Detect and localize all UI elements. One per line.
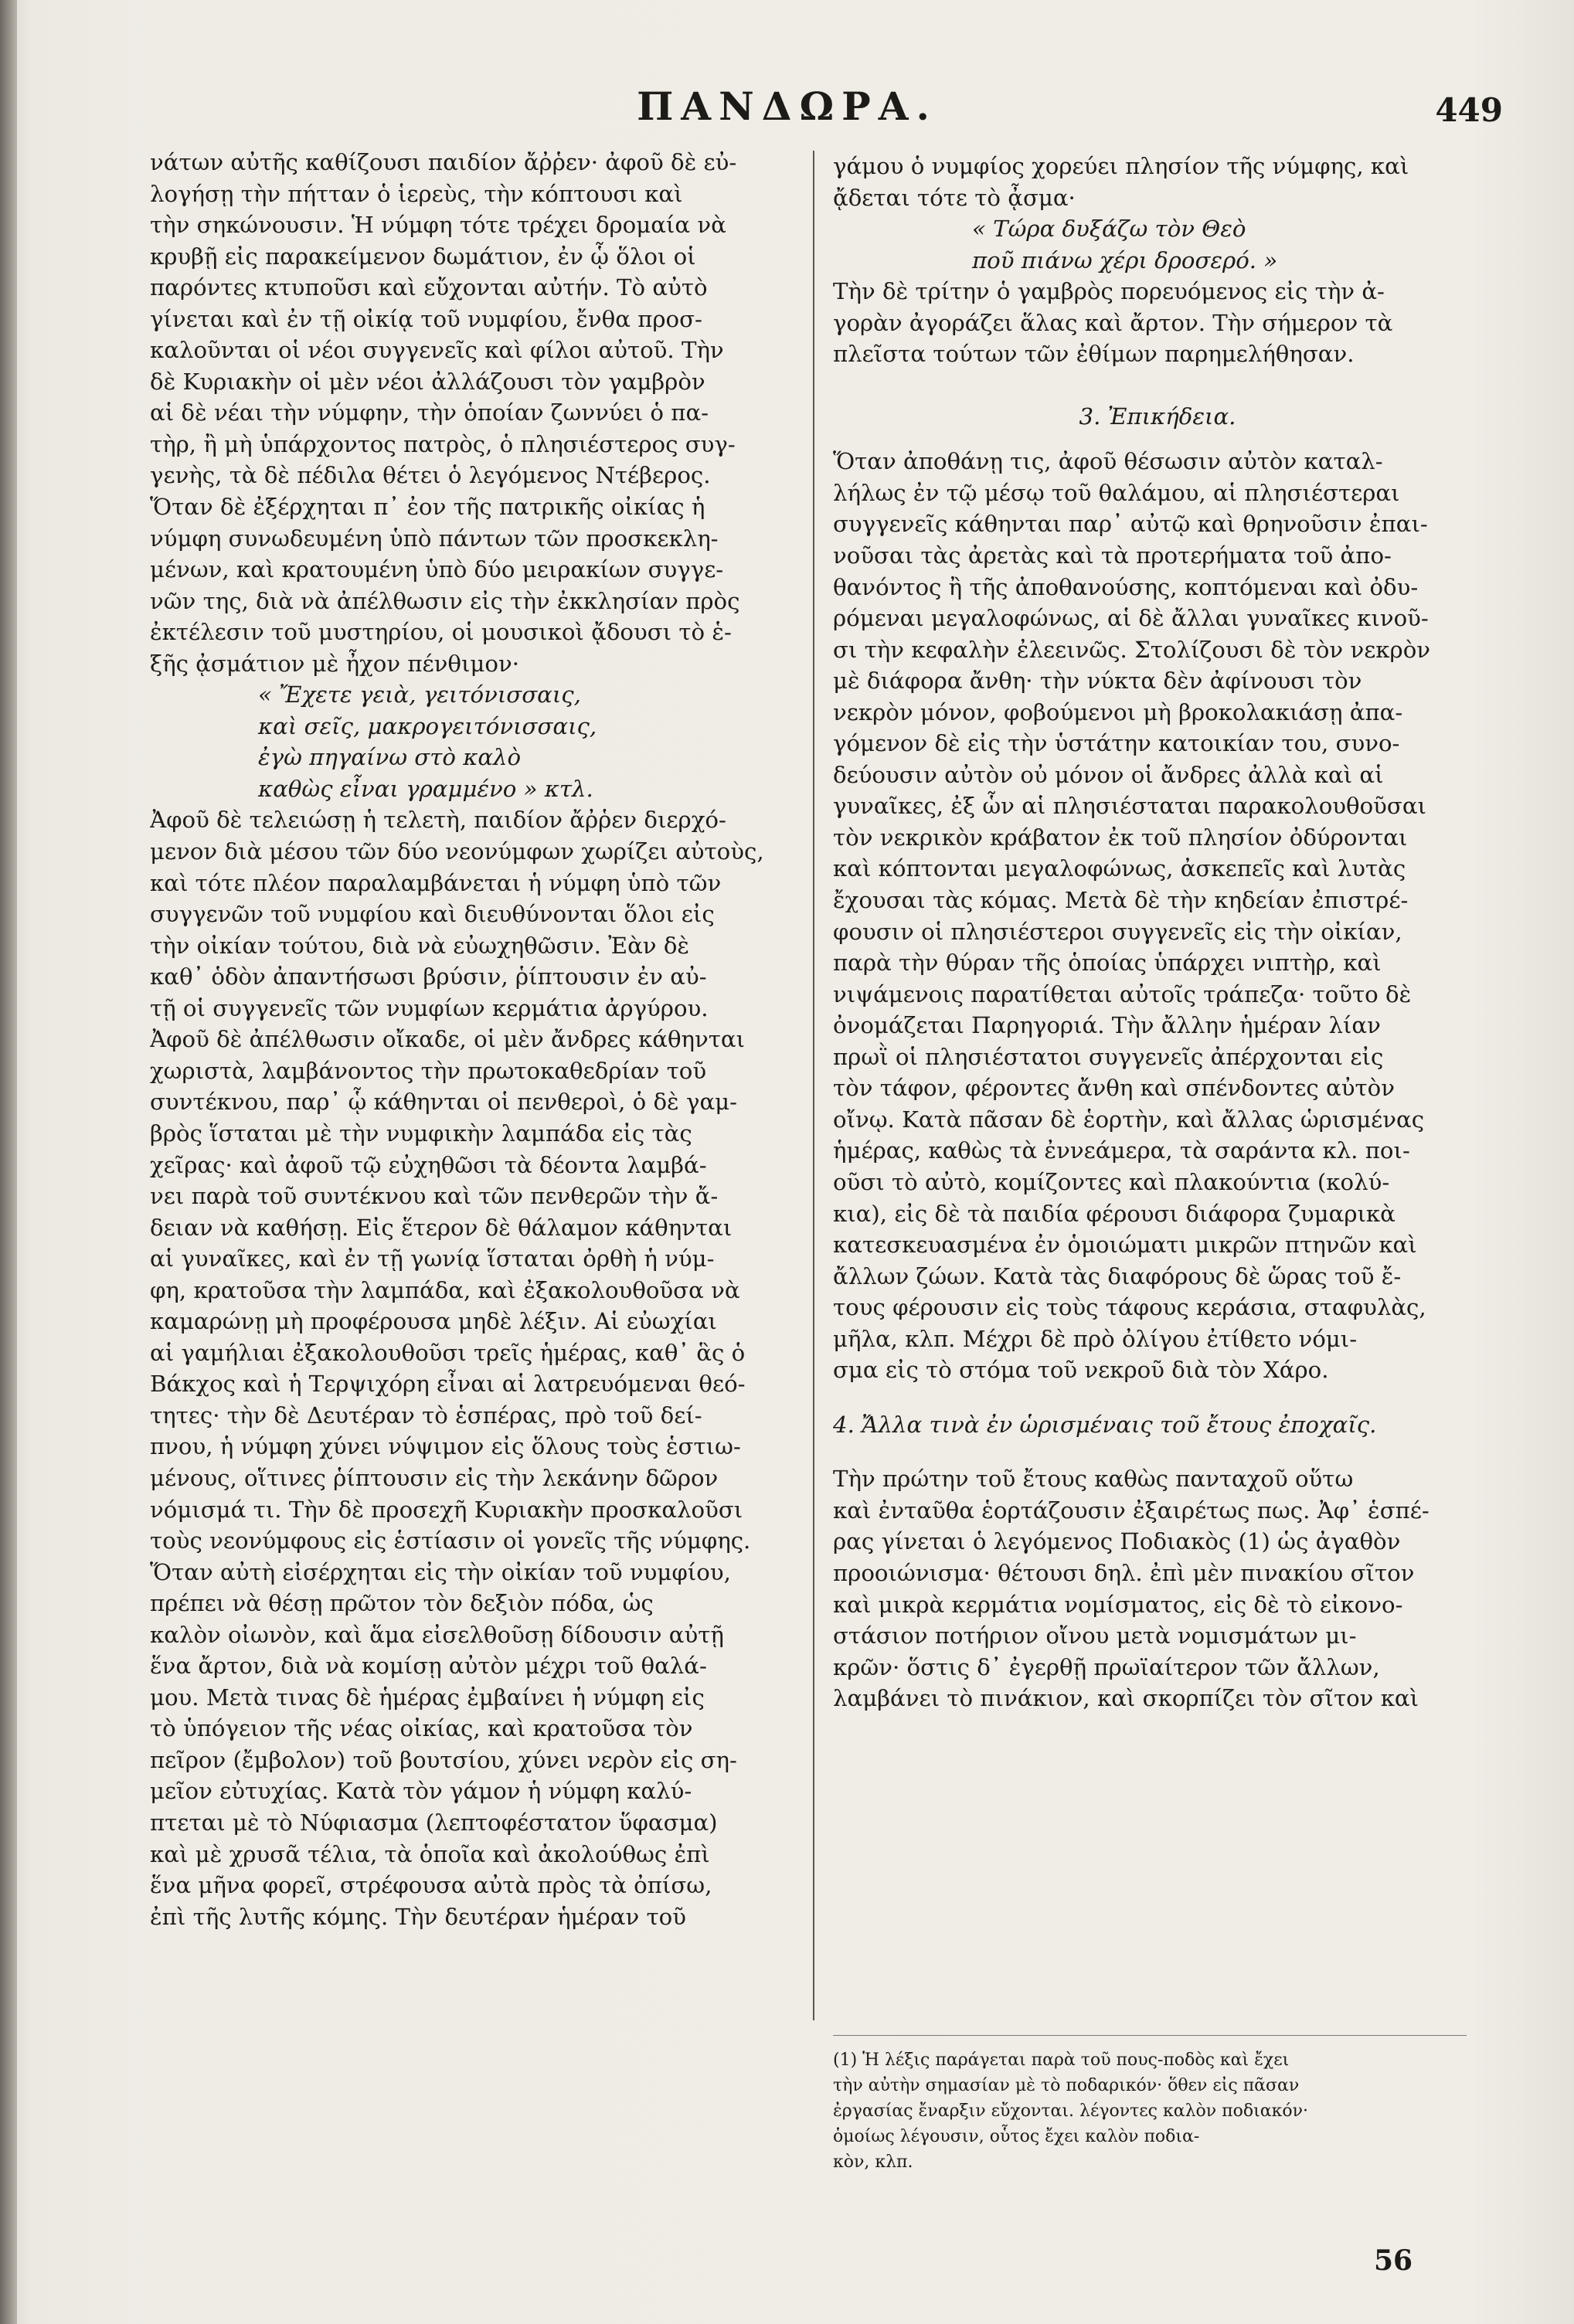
text-line: σι τὴν κεφαλὴν ἐλεεινῶς. Στολίζουσι δὲ τὸν νεκρὸν (833, 636, 1431, 663)
text-line: παρὰ τὴν θύραν τῆς ὁποίας ὑπάρχει νιπτὴρ, καὶ (833, 950, 1382, 977)
text-line: μῆλα, κλπ. Μέχρι δὲ πρὸ ὀλίγου ἐτίθετο νόμι- (833, 1325, 1358, 1352)
text-line: μενον διὰ μέσου τῶν δύο νεονύμφων χωρίζει αὐτοὺς, (150, 838, 764, 865)
text-line: ὀνομάζεται Παρηγοριά. Τὴν ἄλλην ἡμέραν λίαν (833, 1012, 1381, 1039)
text-line: Ὅταν αὐτὴ εἰσέρχηται εἰς τὴν οἰκίαν τοῦ νυμφίου, (150, 1558, 731, 1585)
text-line: ἕνα ἄρτον, διὰ νὰ κομίσῃ αὐτὸν μέχρι τοῦ θαλά- (150, 1653, 707, 1680)
text-line: χωριστὰ, λαμβάνοντος τὴν πρωτοκαθεδρίαν τοῦ (150, 1057, 707, 1084)
right-paragraph-3 (833, 446, 1482, 1385)
text-line: νει παρὰ τοῦ συντέκνου καὶ τῶν πενθερῶν τὴν ἄ- (150, 1183, 719, 1210)
text-line: κρυβῇ εἰς παρακείμενον δωμάτιον, ἐν ᾧ ὅλοι οἱ (150, 243, 696, 270)
text-line: ποῦ πιάνω χέρι δροσερό. » (972, 246, 1278, 274)
right-verse (833, 213, 1482, 276)
text-line: πτεται μὲ τὸ Νύφιασμα (λεπτοφέστατον ὕφασμα) (150, 1809, 718, 1836)
footnote-line: ὁμοίως λέγουσιν, οὗτος ἔχει καλὸν ποδια- (833, 2127, 1200, 2146)
text-line: ἔχουσαι τὰς κόμας. Μετὰ δὲ τὴν κηδείαν ἐπιστρέ- (833, 887, 1409, 914)
text-line: αἱ γαμήλιαι ἐξακολουθοῦσι τρεῖς ἡμέρας, καθ᾽ ἃς ὁ (150, 1339, 746, 1366)
text-line: κατεσκευασμένα ἐν ὁμοιώματι μικρῶν πτηνῶν καὶ (833, 1232, 1417, 1259)
section-4-heading: 4. Ἄλλα τινὰ ἐν ὡρισμέναις τοῦ ἔτους ἐποχαῖς. (833, 1411, 1377, 1438)
text-line: τὴν οἰκίαν τούτου, διὰ νὰ εὐωχηθῶσιν. Ἐὰν δὲ (150, 932, 690, 959)
page-number: 449 (1435, 91, 1503, 129)
text-line: αἱ δὲ νέαι τὴν νύμφην, τὴν ὁποίαν ζωννύει ὁ πα- (150, 399, 709, 426)
text-line: προοιώνισμα· θέτουσι δηλ. ἐπὶ μὲν πινακίου σῖτον (833, 1559, 1415, 1586)
text-line: Τὴν δὲ τρίτην ὁ γαμβρὸς πορευόμενος εἰς τὴν ἀ- (833, 278, 1385, 305)
text-line: μένους, οἵτινες ῥίπτουσιν εἰς τὴν λεκάνην δῶρον (150, 1464, 719, 1491)
text-line: κια), εἰς δὲ τὰ παιδία φέρουσι διάφορα ζυμαρικὰ (833, 1200, 1396, 1227)
text-line: σμα εἰς τὸ στόμα τοῦ νεκροῦ διὰ τὸν Χάρο. (833, 1357, 1329, 1384)
text-line: παρόντες κτυποῦσι καὶ εὔχονται αὐτήν. Τὸ αὐτὸ (150, 274, 708, 301)
text-line: Βάκχος καὶ ἡ Τερψιχόρη εἶναι αἱ λατρευόμεναι θεό- (150, 1371, 746, 1398)
text-line: πεῖρον (ἔμβολον) τοῦ βουτσίου, χύνει νερὸν εἰς ση- (150, 1746, 737, 1773)
text-line: γυναῖκες, ἐξ ὧν αἱ πλησιέσταται παρακολουθοῦσαι (833, 793, 1426, 820)
text-line: Ἀφοῦ δὲ τελειώσῃ ἡ τελετὴ, παιδίον ἄῤῥεν διερχό- (150, 807, 726, 834)
column-divider (813, 151, 814, 2020)
text-line: φη, κρατοῦσα τὴν λαμπάδα, καὶ ἐξακολουθοῦσα νὰ (150, 1276, 740, 1303)
text-line: μὲ διάφορα ἄνθη· τὴν νύκτα δὲν ἀφίνουσι τὸν (833, 668, 1362, 695)
left-paragraph-1 (150, 147, 822, 679)
text-line: πρωῒ οἱ πλησιέστατοι συγγενεῖς ἀπέρχονται εἰς (833, 1043, 1384, 1070)
section-3-heading: 3. Ἐπικήδεια. (1079, 403, 1236, 430)
text-line: συντέκνου, παρ᾽ ᾧ κάθηνται οἱ πενθεροὶ, ὁ δὲ γαμ- (150, 1089, 737, 1116)
text-line: Ὅταν δὲ ἐξέρχηται π᾽ ἐον τῆς πατρικῆς οἰκίας ἡ (150, 494, 705, 521)
text-line: νεκρὸν μόνον, φοβούμενοι μὴ βροκολακιάσῃ ἀπα- (833, 698, 1403, 725)
text-line: τῇ οἱ συγγενεῖς τῶν νυμφίων κερμάτια ἀργύρου. (150, 994, 709, 1021)
text-line: καλοῦνται οἱ νέοι συγγενεῖς καὶ φίλοι αὐτοῦ. Τὴν (150, 337, 724, 364)
text-line: λογήσῃ τὴν πήτταν ὁ ἱερεὺς, τὴν κόπτουσι καὶ (150, 180, 683, 207)
signature-mark: 56 (1374, 2244, 1413, 2277)
text-line: γόμενον δὲ εἰς τὴν ὑστάτην κατοικίαν του, συνο- (833, 730, 1400, 757)
text-line: καλὸν οἰωνὸν, καὶ ἅμα εἰσελθοῦσῃ δίδουσιν αὐτῇ (150, 1621, 724, 1648)
text-line: μεῖον εὐτυχίας. Κατὰ τὸν γάμον ἡ νύμφη καλύ- (150, 1778, 692, 1805)
text-line: τὸ ὑπόγειον τῆς νέας οἰκίας, καὶ κρατοῦσα τὸν (150, 1715, 693, 1742)
footnote-line: (1) Ἡ λέξις παράγεται παρὰ τοῦ πους-ποδὸς καὶ ἔχει (833, 2050, 1290, 2070)
text-line: καθὼς εἶναι γραμμένο » κτλ. (258, 775, 593, 802)
text-line: καὶ τότε πλέον παραλαμβάνεται ἡ νύμφη ὑπὸ τῶν (150, 869, 722, 896)
text-line: πνου, ἡ νύμφη χύνει νύψιμον εἰς ὅλους τοὺς ἑστιω- (150, 1433, 741, 1460)
text-line: θανόντος ἢ τῆς ἀποθανούσης, κοπτόμεναι καὶ ὀδυ- (833, 573, 1419, 600)
text-line: τους φέρουσιν εἰς τοὺς τάφους κεράσια, σταφυλὰς, (833, 1294, 1426, 1321)
text-line: ρόμεναι μεγαλοφώνως, αἱ δὲ ἄλλαι γυναῖκες κινοῦ- (833, 605, 1429, 632)
right-paragraph-1 (833, 151, 1482, 213)
text-line: καθ᾽ ὁδὸν ἀπαντήσωσι βρύσιν, ῥίπτουσιν ἐν αὐ- (150, 963, 707, 990)
footnote-rule (833, 2035, 1467, 2036)
right-paragraph-4 (833, 1463, 1482, 1714)
left-column (150, 147, 822, 1932)
text-line: γάμου ὁ νυμφίος χορεύει πλησίον τῆς νύμφης, καὶ (833, 153, 1409, 179)
text-line: τοὺς νεονύμφους εἰς ἑστίασιν οἱ γονεῖς τῆς νύμφης. (150, 1527, 751, 1554)
text-line: πλεῖστα τούτων τῶν ἐθίμων παρημελήθησαν. (833, 341, 1355, 368)
text-line: νόμισμά τι. Τὴν δὲ προσεχῆ Κυριακὴν προσκαλοῦσι (150, 1496, 743, 1523)
text-line: τὴν σηκώνουσιν. Ἡ νύμφη τότε τρέχει δρομαία νὰ (150, 212, 726, 239)
text-line: Ὅταν ἀποθάνῃ τις, ἀφοῦ θέσωσιν αὐτὸν καταλ- (833, 448, 1383, 475)
footnote-line: τὴν αὐτὴν σημασίαν μὲ τὸ ποδαρικόν· ὅθεν εἰς πᾶσαν (833, 2076, 1300, 2095)
text-line: νιψάμενοις παρατίθεται αὐτοῖς τράπεζα· τοῦτο δὲ (833, 980, 1412, 1007)
text-line: βρὸς ἵσταται μὲ τὴν νυμφικὴν λαμπάδα εἰς τὰς (150, 1120, 692, 1147)
text-line: δὲ Κυριακὴν οἱ μὲν νέοι ἀλλάζουσι τὸν γαμβρὸν (150, 368, 705, 395)
text-line: νύμφη συνωδευμένη ὑπὸ πάντων τῶν προσκεκλη- (150, 525, 719, 552)
text-line: δεύουσιν αὐτὸν οὐ μόνον οἱ ἄνδρες ἀλλὰ καὶ αἱ (833, 761, 1384, 788)
text-line: καὶ μικρὰ κερμάτια νομίσματος, εἰς δὲ τὸ εἰκονο- (833, 1591, 1403, 1618)
text-line: ἡμέρας, καθὼς τὰ ἐννεάμερα, τὰ σαράντα κλ. ποι- (833, 1137, 1410, 1164)
running-title: ΠΑΝΔΩΡΑ. (637, 83, 937, 129)
text-line: μένων, καὶ κρατουμένη ὑπὸ δύο μειρακίων συγγε- (150, 556, 724, 583)
text-line: οῦσι τὸ αὐτὸ, κομίζοντες καὶ πλακούντια (κολύ- (833, 1168, 1390, 1195)
text-line: « Τώρα δυξάζω τὸν Θεὸ (972, 216, 1246, 243)
text-line: λαμβάνει τὸ πινάκιον, καὶ σκορπίζει τὸν σῖτον καὶ (833, 1685, 1419, 1712)
text-line: ξῆς ᾀσμάτιον μὲ ἦχον πένθιμον· (150, 650, 519, 677)
text-line: καὶ σεῖς, μακρογειτόνισσαις, (258, 712, 597, 739)
footnote-line: ἐργασίας ἔναρξιν εὔχονται. λέγοντες καλὸν ποδιακόν· (833, 2101, 1308, 2121)
text-line: καμαρώνῃ μὴ προφέρουσα μηδὲ λέξιν. Αἱ εὐωχίαι (150, 1308, 717, 1335)
left-verse (150, 679, 822, 804)
text-line: τὸν τάφον, φέροντες ἄνθη καὶ σπένδοντες αὐτὸν (833, 1075, 1395, 1102)
text-line: τὴρ, ἢ μὴ ὑπάρχοντος πατρὸς, ὁ πλησιέστερος συγ- (150, 430, 736, 457)
text-line: ἕνα μῆνα φορεῖ, στρέφουσα αὐτὰ πρὸς τὰ ὀπίσω, (150, 1872, 712, 1899)
text-line: ρας γίνεται ὁ λεγόμενος Ποδιακὸς (1) ὡς ἀγαθὸν (833, 1528, 1401, 1555)
text-line: φουσιν οἱ πλησιέστεροι συγγενεῖς εἰς τὴν οἰκίαν, (833, 918, 1402, 945)
footnote (833, 2047, 1467, 2175)
text-line: συγγενεῖς κάθηνται παρ᾽ αὐτῷ καὶ θρηνοῦσιν ἐπαι- (833, 511, 1428, 538)
text-line: καὶ κόπτονται μεγαλοφώνως, ἀσκεπεῖς καὶ λυτὰς (833, 855, 1406, 882)
right-paragraph-2 (833, 276, 1482, 370)
right-column (833, 151, 1482, 1714)
text-line: γίνεται καὶ ἐν τῇ οἰκίᾳ τοῦ νυμφίου, ἔνθα προσ- (150, 305, 702, 332)
text-line: καὶ ἐνταῦθα ἑορτάζουσιν ἐξαιρέτως πως. Ἀφ᾽ ἑσπέ- (833, 1497, 1430, 1524)
text-line: αἱ γυναῖκες, καὶ ἐν τῇ γωνίᾳ ἵσταται ὀρθὴ ἡ νύμ- (150, 1245, 715, 1272)
text-line: τὸν νεκρικὸν κράβατον ἐκ τοῦ πλησίον ὀδύρονται (833, 824, 1408, 851)
text-line: ἄλλων ζώων. Κατὰ τὰς διαφόρους δὲ ὥρας τοῦ ἔ- (833, 1262, 1402, 1289)
text-line: τητες· τὴν δὲ Δευτέραν τὸ ἑσπέρας, πρὸ τοῦ δεί- (150, 1402, 702, 1429)
text-line: χεῖρας· καὶ ἀφοῦ τῷ εὐχηθῶσι τὰ δέοντα λαμβά- (150, 1151, 707, 1178)
text-line: στάσιον ποτήριον οἴνου μετὰ νομισμάτων μι- (833, 1622, 1357, 1650)
footnote-line: κὸν, κλπ. (833, 2152, 913, 2172)
text-line: συγγενῶν τοῦ νυμφίου καὶ διευθύνονται ὅλοι εἰς (150, 901, 715, 928)
text-line: νῶν της, διὰ νὰ ἀπέλθωσιν εἰς τὴν ἐκκλησίαν πρὸς (150, 587, 740, 614)
text-line: μου. Μετὰ τινας δὲ ἡμέρας ἐμβαίνει ἡ νύμφη εἰς (150, 1684, 705, 1711)
text-line: γορὰν ἀγοράζει ἅλας καὶ ἄρτον. Τὴν σήμερον τὰ (833, 309, 1393, 336)
text-line: ἐπὶ τῆς λυτῆς κόμης. Τὴν δευτέραν ἡμέραν τοῦ (150, 1903, 687, 1930)
book-gutter (0, 0, 17, 2324)
text-line: νοῦσαι τὰς ἀρετὰς καὶ τὰ προτερήματα τοῦ ἀπο- (833, 542, 1392, 569)
text-line: νάτων αὐτῆς καθίζουσι παιδίον ἄῤῥεν· ἀφοῦ δὲ εὐ- (150, 149, 737, 175)
text-line: ᾄδεται τότε τὸ ᾆσμα· (833, 184, 1076, 211)
text-line: καὶ μὲ χρυσᾶ τέλια, τὰ ὁποῖα καὶ ἀκολούθως ἐπὶ (150, 1840, 710, 1867)
text-line: δειαν νὰ καθήσῃ. Εἰς ἕτερον δὲ θάλαμον κάθηνται (150, 1214, 733, 1241)
text-line: ἐκτέλεσιν τοῦ μυστηρίου, οἱ μουσικοὶ ᾄδουσι τὸ ἑ- (150, 619, 732, 646)
text-line: οἴνῳ. Κατὰ πᾶσαν δὲ ἑορτὴν, καὶ ἄλλας ὡρισμένας (833, 1106, 1425, 1133)
text-line: Ἀφοῦ δὲ ἀπέλθωσιν οἴκαδε, οἱ μὲν ἄνδρες κάθηνται (150, 1026, 746, 1053)
text-line: Τὴν πρώτην τοῦ ἔτους καθὼς πανταχοῦ οὕτω (833, 1466, 1354, 1493)
left-paragraph-2 (150, 804, 822, 1932)
text-line: γενὴς, τὰ δὲ πέδιλα θέτει ὁ λεγόμενος Ντέβερος. (150, 462, 711, 489)
text-line: « Ἔχετε γειὰ, γειτόνισσαις, (258, 681, 581, 708)
text-line: κρῶν· ὅστις δ᾽ ἐγερθῇ πρωϊαίτερον τῶν ἄλλων, (833, 1653, 1380, 1680)
text-line: ἐγὼ πηγαίνω στὸ καλὸ (258, 744, 522, 771)
text-line: πρέπει νὰ θέσῃ πρῶτον τὸν δεξιὸν πόδα, ὡς (150, 1590, 654, 1617)
text-line: λήλως ἐν τῷ μέσῳ τοῦ θαλάμου, αἱ πλησιέστεραι (833, 479, 1400, 506)
